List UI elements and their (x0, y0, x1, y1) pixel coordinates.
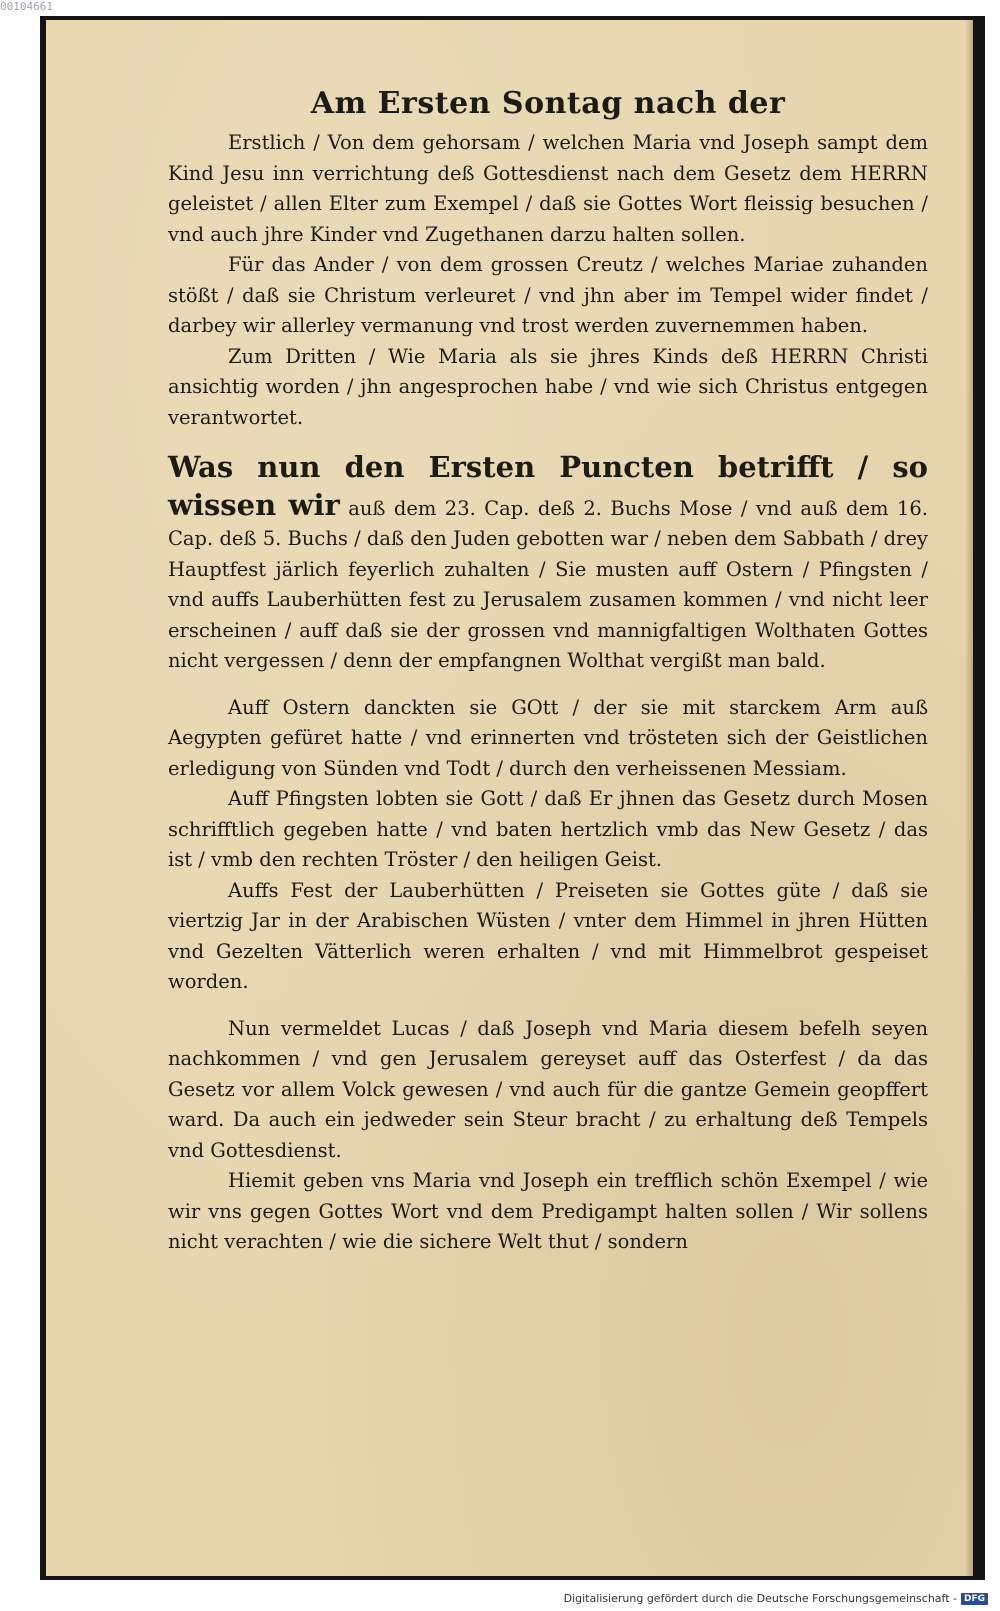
text-block (168, 82, 928, 1258)
intro-paragraph-1: Erstlich / Von dem gehorsam / welchen Maria vnd Joseph sampt dem Kind Jesu inn verrichtung deß Gottesdienst nach dem Gesetz dem HERRN geleistet / allen Elter zum Exempel / daß sie Gottes Wort fleissig besuchen / vnd auch jhre Kinder vnd Zugethanen darzu halten sollen. (168, 131, 928, 246)
main-lead-opening: Was nun den Ersten Puncten betrifft / so wissen wir (168, 450, 928, 522)
scan-id-label: 00104661 (0, 0, 53, 13)
intro-paragraph-2: Für das Ander / von dem grossen Creutz / welches Mariae zuhanden stößt / daß sie Christum verleuret / vnd jhn aber im Tempel wider findet / darbey wir allerley vermanung vnd trost werden zuvernemmen haben. (168, 253, 928, 337)
example-paragraph: Hiemit geben vns Maria vnd Joseph ein trefflich schön Exempel / wie wir vns gegen Gottes Wort vnd dem Predigampt halten sollen / Wir sollens nicht verachten / wie die sichere Welt thut / sondern (168, 1169, 928, 1253)
intro-paragraph-3: Zum Dritten / Wie Maria als sie jhres Kinds deß HERRN Christi ansichtig worden / jhn angesprochen habe / vnd wie sich Christus entgegen verantwortet. (168, 344, 928, 429)
pentecost-paragraph: Auff Pfingsten lobten sie Gott / daß Er jhnen das Gesetz durch Mosen schrifftlich gegeben hatte / vnd baten hertzlich vmb das New Gesetz / das ist / vmb den rechten Tröster / den heiligen Geist. (168, 787, 928, 871)
page-edge-shadow (965, 20, 973, 1576)
digitization-footer (564, 1592, 988, 1605)
running-head: Am Ersten Sontag nach der (310, 86, 786, 121)
luke-paragraph: Nun vermeldet Lucas / daß Joseph vnd Maria diesem befelh seyen nachkommen / vnd gen Jerusalem gereyset auff das Osterfest / da das Gesetz vor allem Volck gewesen / vnd auch für die gantze Gemein geopffert ward. Da auch ein jedweder sein Steur bracht / zu erhaltung deß Tempels vnd Gottesdienst. (168, 1016, 928, 1162)
footer-credit: Digitalisierung gefördert durch die Deutsche Forschungsgemeinschaft - (563, 1592, 957, 1605)
main-lead-body: auß dem 23. Cap. deß 2. Buchs Mose / vnd auß dem 16. Cap. deß 5. Buchs / daß den Juden gebotten war / neben dem Sabbath / drey Hauptfest järlich feyerlich zuhalten / Sie musten auff Ostern / Pfingsten / vnd auffs Lauberhütten fest zu Jerusalem zusamen kommen / vnd nicht leer erscheinen / auff daß sie der grossen vnd mannigfaltigen Wolthaten Gottes nicht vergessen / denn der empfangnen Wolthat vergißt man bald. (168, 496, 928, 672)
dfg-logo-icon: DFG (961, 1593, 988, 1605)
main-lead-paragraph (168, 449, 928, 677)
easter-paragraph: Auff Ostern danckten sie GOtt / der sie mit starckem Arm auß Aegypten gefüret hatte / vnd erinnerten vnd trösteten sich der Geistlichen erledigung von Sünden vnd Todt / durch den verheissenen Messiam. (168, 695, 928, 780)
book-page (46, 20, 973, 1576)
tabernacles-paragraph: Auffs Fest der Lauberhütten / Preiseten sie Gottes güte / daß sie viertzig Jar in der Arabischen Wüsten / vnter dem Himmel in jhren Hütten vnd Gezelten Vätterlich weren erhalten / vnd mit Himmelbrot gespeiset worden. (168, 878, 928, 993)
